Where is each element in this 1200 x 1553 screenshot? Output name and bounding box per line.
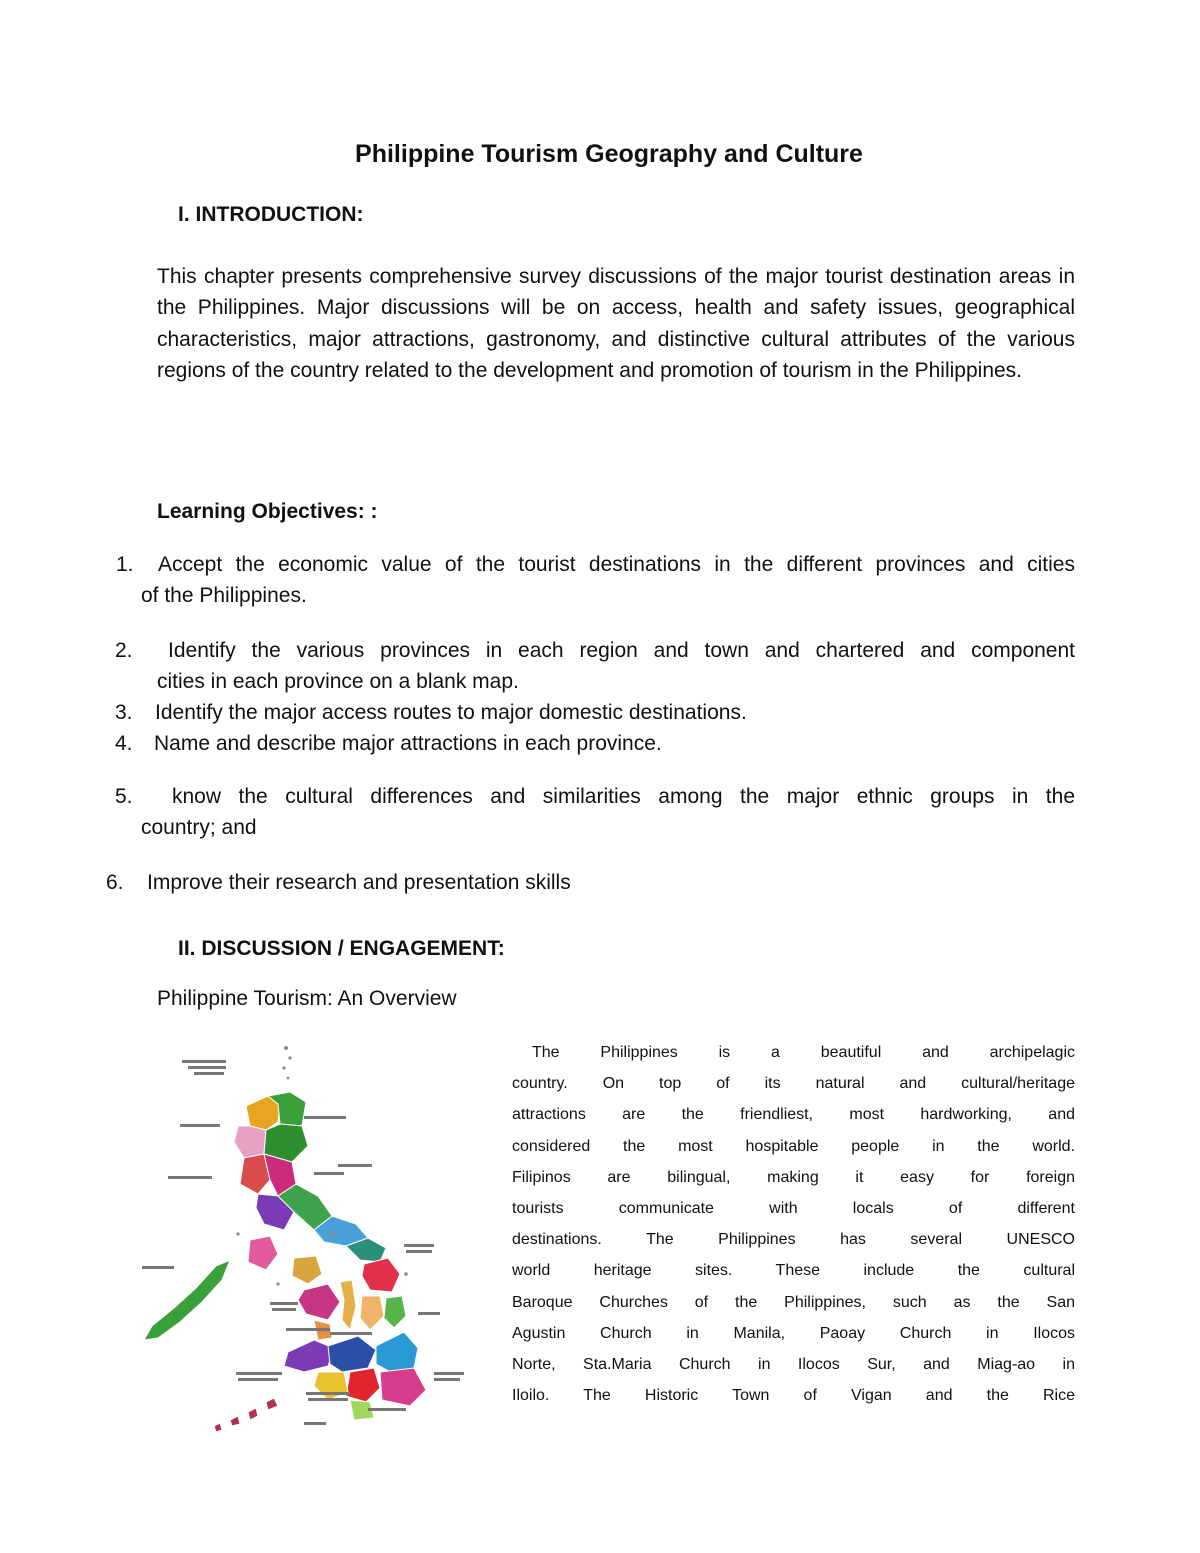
objective-text-continued: of the Philippines. bbox=[141, 584, 307, 607]
overview-line: considered the most hospitable people in the world. bbox=[512, 1137, 1075, 1155]
overview-line: country. On top of its natural and cultural/heritage bbox=[512, 1075, 1075, 1093]
overview-line: Norte, Sta.Maria Church in Ilocos Sur, and Miag-ao in bbox=[512, 1355, 1075, 1373]
philippines-region-map-image bbox=[118, 1034, 478, 1434]
overview-line: tourists communicate with locals of different bbox=[512, 1199, 1075, 1217]
objective-number: 5. bbox=[115, 785, 133, 808]
overview-line: The Philippines is a beautiful and archipelagic bbox=[532, 1044, 1075, 1061]
page-title: Philippine Tourism Geography and Culture bbox=[355, 140, 863, 168]
overview-line: world heritage sites. These include the cultural bbox=[512, 1262, 1075, 1280]
objective-number: 3. bbox=[115, 701, 133, 724]
objective-number: 1. bbox=[116, 553, 134, 576]
objective-text: Name and describe major attractions in each province. bbox=[154, 732, 662, 755]
objective-text: Accept the economic value of the tourist destinations in the different provinces and cities bbox=[158, 553, 1075, 576]
section-heading-discussion: II. DISCUSSION / ENGAGEMENT: bbox=[178, 937, 505, 960]
overview-paragraph bbox=[512, 1037, 1075, 1411]
objective-number: 6. bbox=[106, 871, 124, 894]
learning-objectives-heading: Learning Objectives: : bbox=[157, 500, 378, 523]
overview-line: Baroque Churches of the Philippines, such as the San bbox=[512, 1293, 1075, 1311]
objective-text: Identify the major access routes to major domestic destinations. bbox=[155, 701, 747, 724]
objective-number: 4. bbox=[115, 732, 133, 755]
objective-text: Identify the various provinces in each region and town and chartered and component bbox=[168, 639, 1075, 662]
section-heading-introduction: I. INTRODUCTION: bbox=[178, 203, 364, 226]
objective-text: Improve their research and presentation skills bbox=[147, 871, 571, 894]
overview-line: Agustin Church in Manila, Paoay Church in Ilocos bbox=[512, 1324, 1075, 1342]
overview-line: attractions are the friendliest, most hardworking, and bbox=[512, 1106, 1075, 1124]
overview-line: destinations. The Philippines has several UNESCO bbox=[512, 1231, 1075, 1249]
objective-text-continued: country; and bbox=[141, 816, 257, 839]
overview-line: Iloilo. The Historic Town of Vigan and the Rice bbox=[512, 1387, 1075, 1405]
objective-text: know the cultural differences and similarities among the major ethnic groups in the bbox=[172, 785, 1075, 808]
overview-subheading: Philippine Tourism: An Overview bbox=[157, 987, 457, 1010]
map-land bbox=[144, 1092, 426, 1432]
overview-line: Filipinos are bilingual, making it easy for foreign bbox=[512, 1168, 1075, 1186]
intro-paragraph: This chapter presents comprehensive survey discussions of the major tourist destination areas in the Philippines. Major discussions will be on access, health and safety issues, geographical characteristics, major attractions, gastronomy, and distinctive cultural attributes of the various regions of the country related to the development and promotion of tourism in the Philippines. bbox=[157, 265, 1075, 383]
objective-number: 2. bbox=[115, 639, 133, 662]
objective-text-continued: cities in each province on a blank map. bbox=[157, 670, 519, 693]
